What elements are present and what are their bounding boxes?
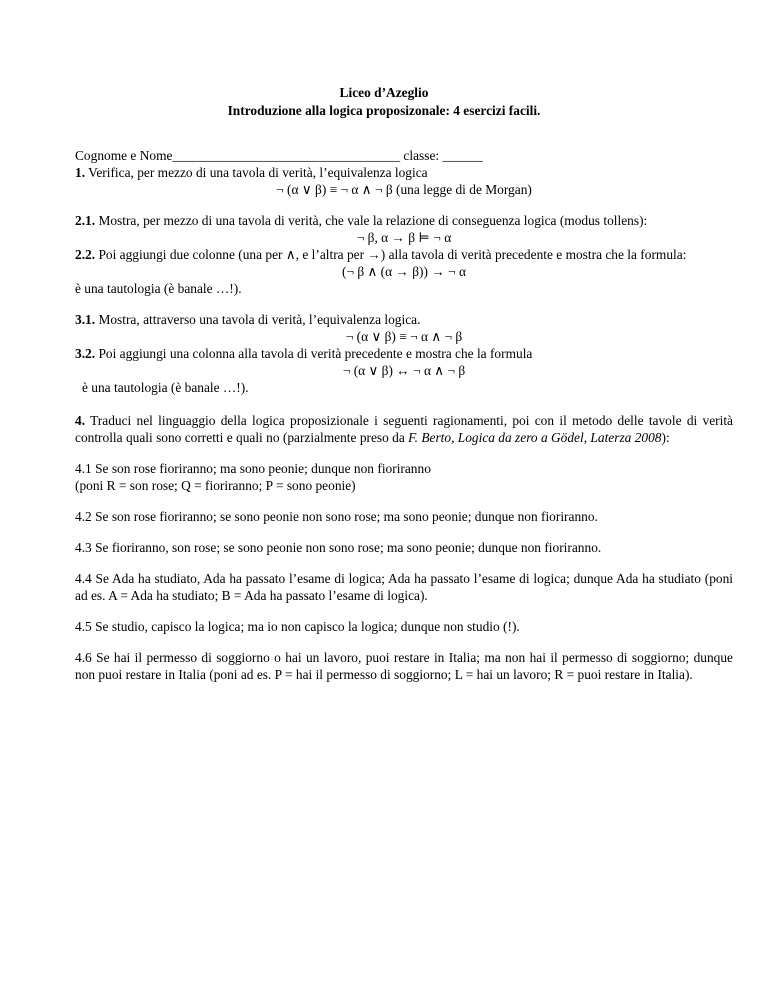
reasoning-text: 4.3 Se fioriranno, son rose; se sono peonie non sono rose; ma sono peonie; dunque non fioriranno. (75, 540, 602, 555)
reasoning-item-4-3 (75, 539, 733, 556)
reasoning-text: 4.1 Se son rose fioriranno; ma sono peonie; dunque non fioriranno (75, 461, 431, 476)
exercise-3-1-number: 3.1. (75, 312, 96, 327)
exercise-4-reference: F. Berto, Logica da zero a Gödel, Laterza 2008 (408, 430, 662, 445)
exercise-4-end: ): (661, 430, 670, 445)
name-class-line: Cognome e Nome__________________________________ classe: ______ (75, 148, 483, 163)
exercise-1 (75, 164, 733, 198)
exercise-2-1 (75, 212, 733, 246)
exercise-2-1-text: Mostra, per mezzo di una tavola di verità, che vale la relazione di conseguenza logica (modus tollens): (95, 213, 648, 228)
exercise-4-number: 4. (75, 413, 86, 428)
exercise-1-text: Verifica, per mezzo di una tavola di verità, l’equivalenza logica (85, 165, 428, 180)
reasoning-text: 4.5 Se studio, capisco la logica; ma io non capisco la logica; dunque non studio (!). (75, 619, 520, 634)
exercise-2-2-text: Poi aggiungi due colonne (una per ∧, e l’altra per →) alla tavola di verità precedente e mostra che la formula: (95, 247, 687, 262)
exercise-1-formula: ¬ (α ∨ β) ≡ ¬ α ∧ ¬ β (una legge di de Morgan) (276, 182, 532, 197)
reasoning-hint: (poni R = son rose; Q = fioriranno; P = sono peonie) (75, 478, 356, 493)
exercise-1-number: 1. (75, 165, 86, 180)
reasoning-text: 4.6 Se hai il permesso di soggiorno o hai un lavoro, puoi restare in Italia; ma non hai il permesso di soggiorno; dunque non puoi restare in Italia (poni ad es. P = hai il permesso di soggiorno; L = hai un lavoro; R = puoi restare in Italia). (75, 650, 733, 682)
exercise-3-2-tail: è una tautologia (è banale …!). (82, 380, 249, 395)
exercise-3-1 (75, 311, 733, 345)
reasoning-text: 4.2 Se son rose fioriranno; se sono peonie non sono rose; ma sono peonie; dunque non fioriranno. (75, 509, 598, 524)
exercise-4 (75, 412, 733, 446)
exercise-2-2-tail: è una tautologia (è banale …!). (75, 281, 242, 296)
reasoning-item-4-6 (75, 649, 733, 683)
reasoning-item-4-4 (75, 570, 733, 604)
exercise-2-2 (75, 246, 733, 297)
exercise-3-1-text: Mostra, attraverso una tavola di verità, l’equivalenza logica. (95, 312, 421, 327)
exercise-2-1-number: 2.1. (75, 213, 96, 228)
document-header (0, 84, 768, 120)
exercise-2-2-formula: (¬ β ∧ (α → β)) → ¬ α (342, 264, 466, 279)
document-body (75, 147, 733, 683)
exercise-2-2-number: 2.2. (75, 247, 96, 262)
exercise-3-2-text: Poi aggiungi una colonna alla tavola di verità precedente e mostra che la formula (95, 346, 533, 361)
exercise-4-text: Traduci nel linguaggio della logica proposizionale i seguenti ragionamenti, poi con il metodo delle tavole di verità controlla quali sono corretti e quali no (parzialmente preso da (75, 413, 733, 445)
reasoning-item-4-2 (75, 508, 733, 525)
reasoning-text: 4.4 Se Ada ha studiato, Ada ha passato l’esame di logica; Ada ha passato l’esame di logica; dunque Ada ha studiato (poni ad es. A = Ada ha studiato; B = Ada ha passato l’esame di logica). (75, 571, 733, 603)
exercise-3-2-number: 3.2. (75, 346, 96, 361)
reasoning-item-4-5 (75, 618, 733, 635)
document-title: Introduzione alla logica proposizonale: 4 esercizi facili. (227, 103, 541, 118)
exercise-2-1-formula: ¬ β, α → β ⊨ ¬ α (356, 230, 452, 245)
exercise-3-2-formula: ¬ (α ∨ β) ↔ ¬ α ∧ ¬ β (342, 363, 466, 378)
exercise-3-2 (75, 345, 733, 396)
school-name: Liceo d’Azeglio (339, 85, 429, 100)
exercise-3-1-formula: ¬ (α ∨ β) ≡ ¬ α ∧ ¬ β (345, 329, 463, 344)
reasoning-item-4-1 (75, 460, 733, 494)
